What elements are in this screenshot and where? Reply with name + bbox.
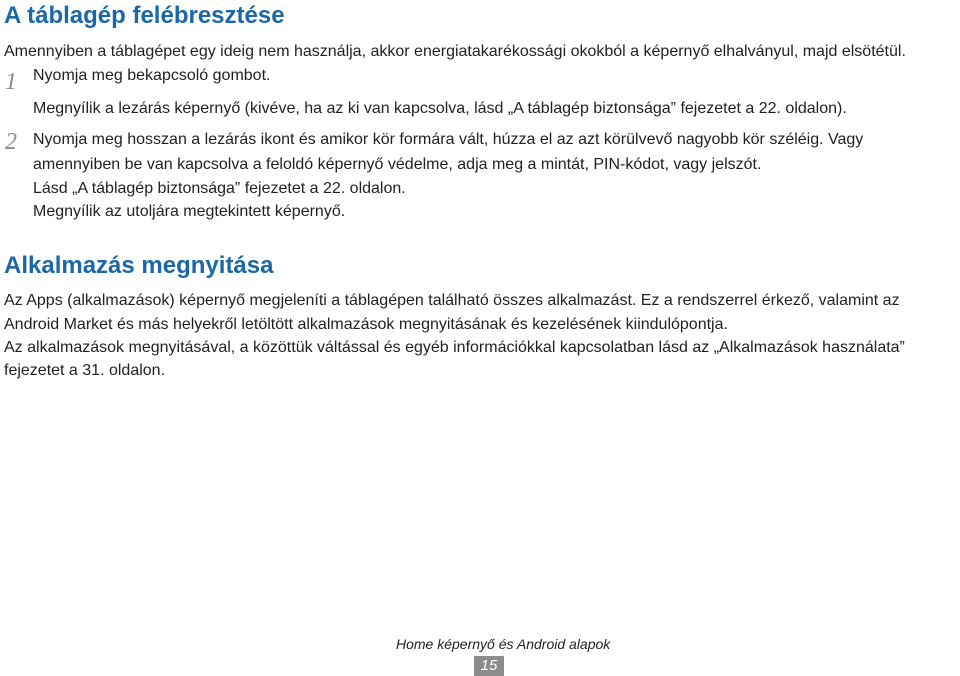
- section-title-open-app: Alkalmazás megnyitása: [4, 252, 274, 279]
- step-2-line-1: Nyomja meg hosszan a lezárás ikont és amikor kör formára vált, húzza el az azt körülvevő nagyobb kör széléig. Vagy: [33, 131, 864, 148]
- apps-paragraph-line-1: Az Apps (alkalmazások) képernyő megjeleníti a táblagépen található összes alkalmazást. Ez a rendszerrel érkező, valamint az: [4, 292, 900, 309]
- apps-paragraph-line-2: Android Market és más helyekről letöltött alkalmazások megnyitásának és kezelésének kiindulópontja.: [4, 316, 728, 333]
- intro-paragraph: Amennyiben a táblagépet egy ideig nem használja, akkor energiatakarékossági okokból a képernyő elhalványul, majd elsötétül.: [4, 43, 906, 60]
- apps-usage-line-1: Az alkalmazások megnyitásával, a közöttük váltással és egyéb információkkal kapcsolatban lásd az „Alkalmazások használata”: [4, 339, 905, 356]
- apps-usage-line-2: fejezetet a 31. oldalon.: [4, 362, 166, 379]
- step-1-line-1: Nyomja meg bekapcsoló gombot.: [33, 67, 271, 84]
- step-2-line-4: Megnyílik az utoljára megtekintett képernyő.: [33, 203, 346, 220]
- section-title-wake: A táblagép felébresztése: [4, 2, 285, 29]
- footer-chapter-title: Home képernyő és Android alapok: [396, 636, 611, 652]
- step-1-line-2: Megnyílik a lezárás képernyő (kivéve, ha az ki van kapcsolva, lásd „A táblagép biztonsága” fejezetet a 22. oldalon).: [33, 100, 847, 117]
- step-2-line-3: Lásd „A táblagép biztonsága” fejezetet a 22. oldalon.: [33, 180, 406, 197]
- step-number-2: 2: [5, 129, 17, 155]
- page-number: 15: [474, 656, 504, 676]
- step-number-1: 1: [5, 69, 17, 95]
- step-2-line-2: amennyiben be van kapcsolva a feloldó képernyő védelme, adja meg a mintát, PIN-kódot, vagy jelszót.: [33, 156, 762, 173]
